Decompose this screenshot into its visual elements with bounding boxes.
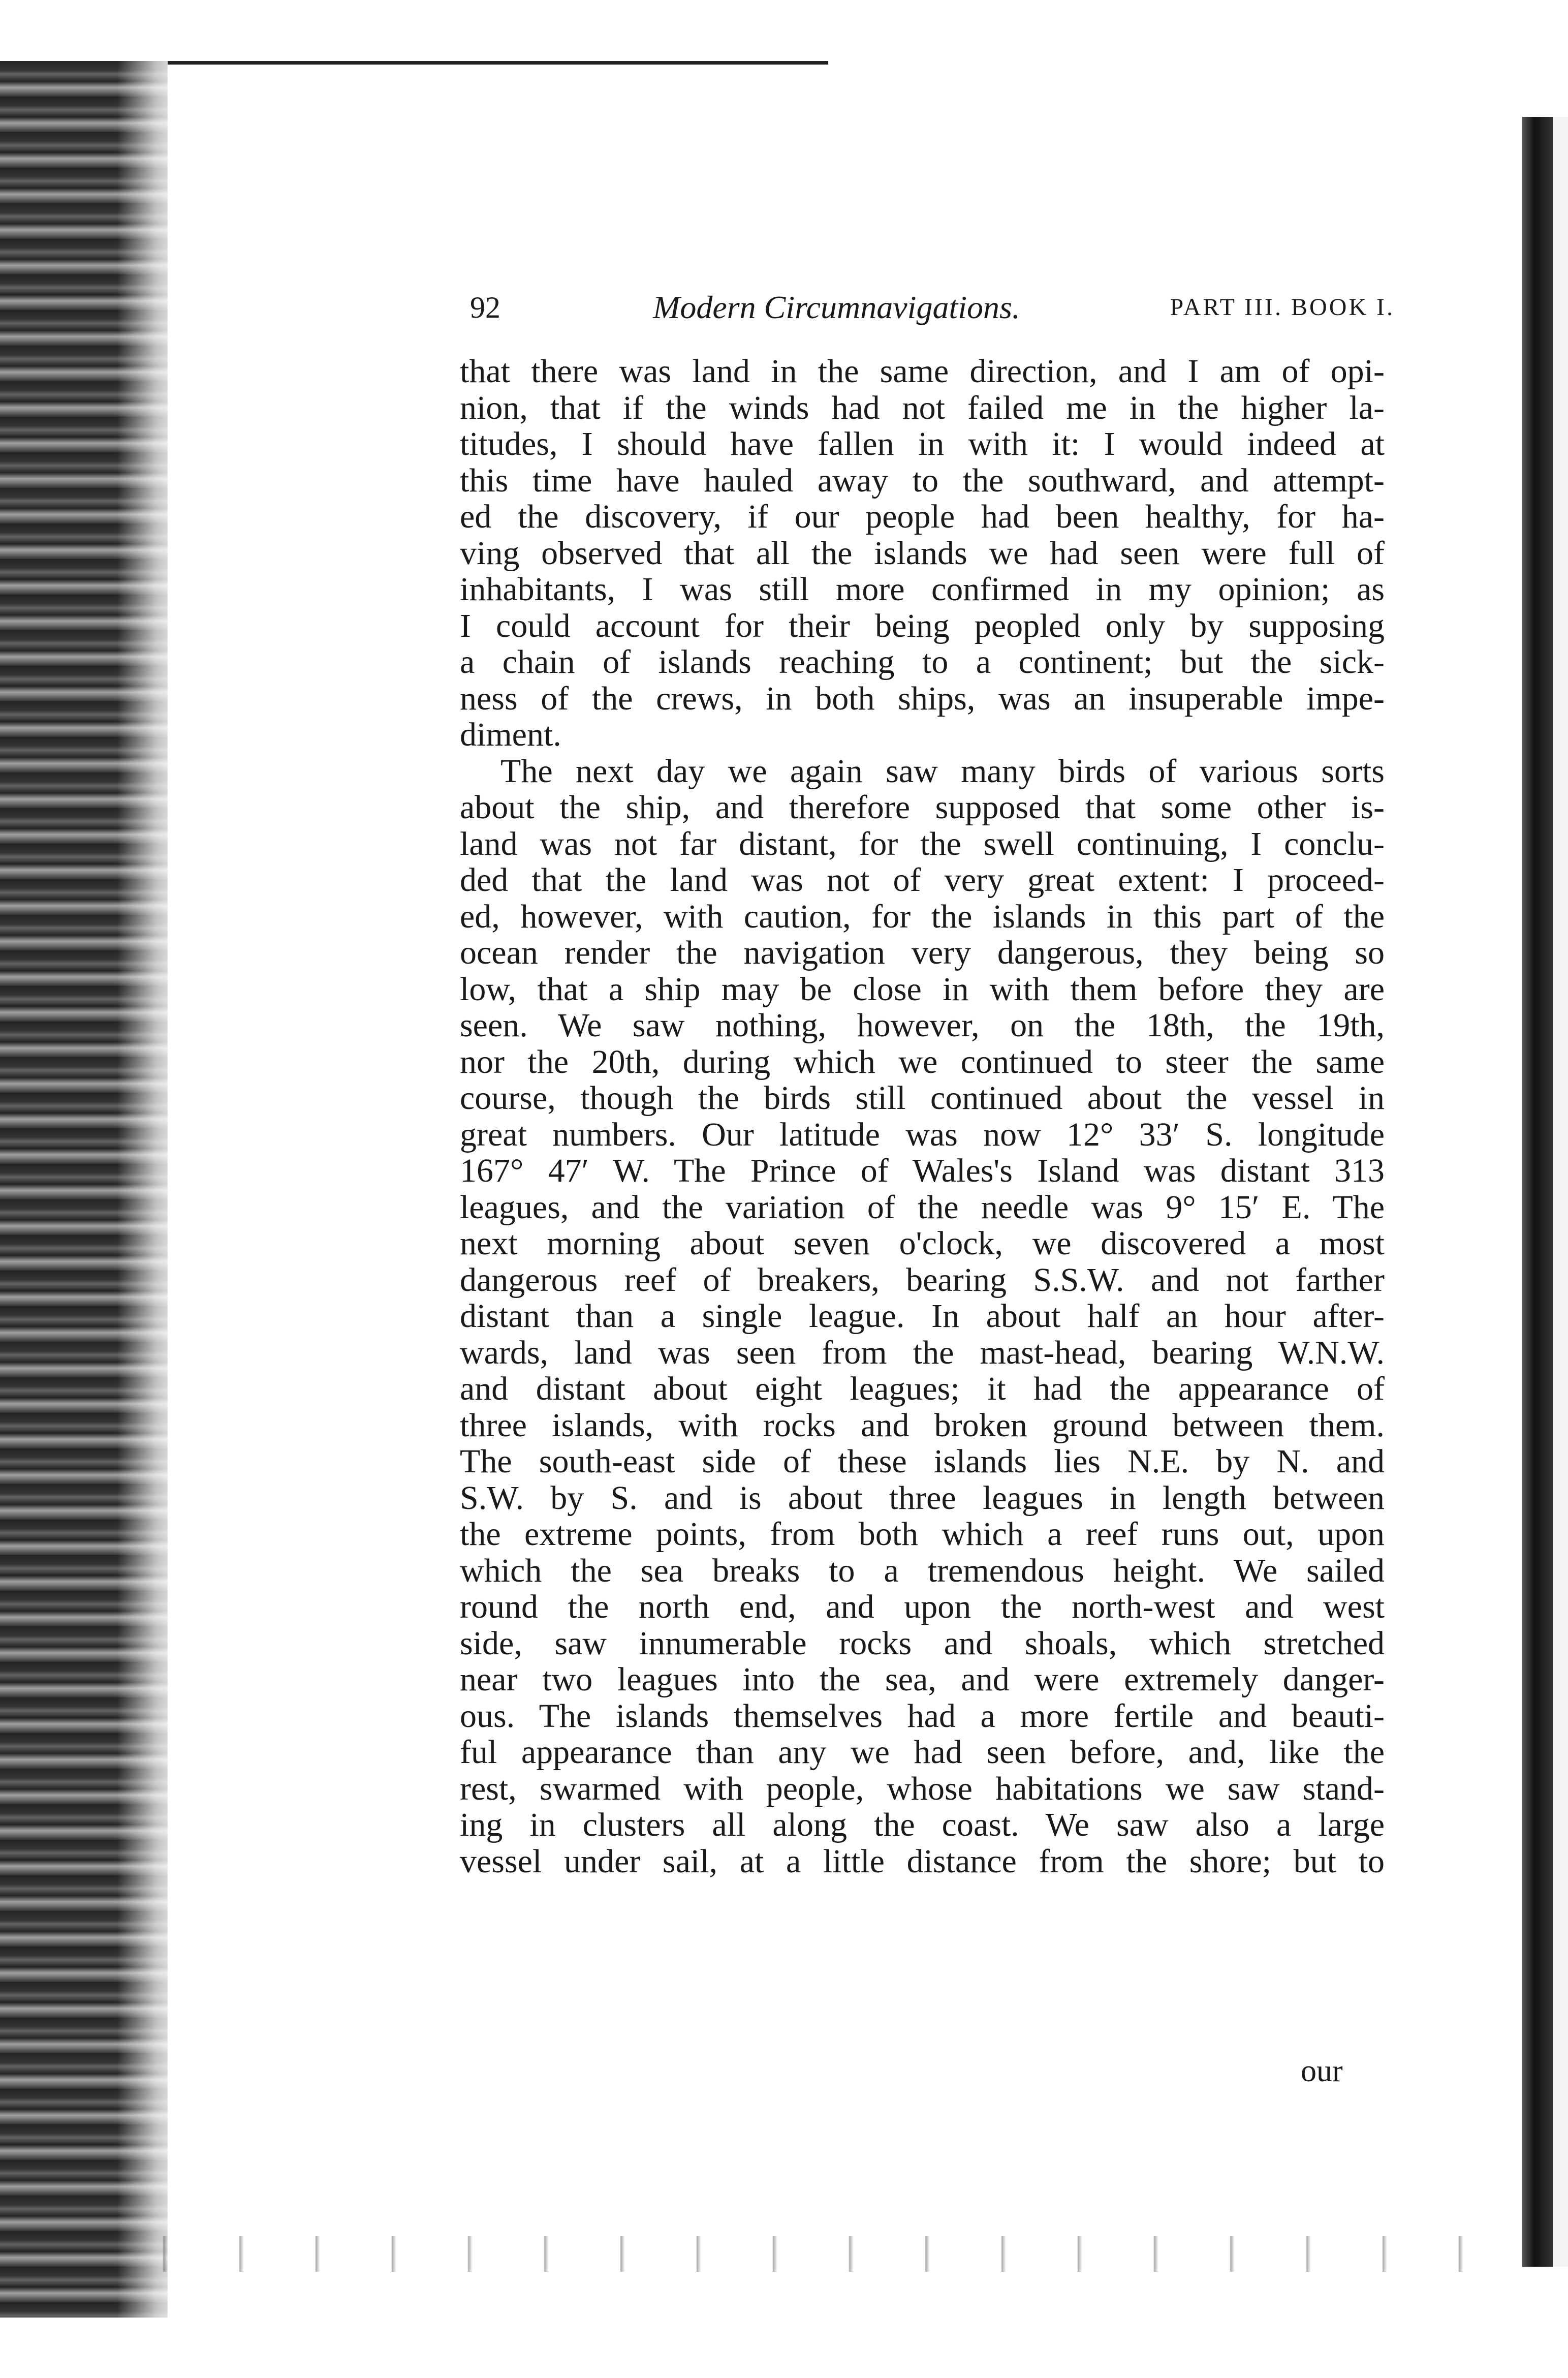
- text-line: this time have hauled away to the southward, and attempt-: [460, 461, 1385, 499]
- text-line: the extreme points, from both which a reef runs out, upon: [460, 1516, 1385, 1553]
- text-line: wards, land was seen from the mast-head, bearing W.N.W.: [460, 1334, 1385, 1371]
- text-line: about the ship, and therefore supposed that some other is-: [460, 789, 1385, 826]
- text-line: ed, however, with caution, for the islands in this part of the: [460, 898, 1385, 935]
- text-line: ocean render the navigation very dangerous, they being so: [460, 934, 1385, 971]
- text-line: land was not far distant, for the swell continuing, I conclu-: [460, 825, 1385, 862]
- scan-right-edge: [1522, 117, 1553, 2267]
- text-line: vessel under sail, at a little distance from the shore; but to: [460, 1842, 1385, 1880]
- text-line: I could account for their being peopled only by supposing: [460, 607, 1385, 644]
- text-line: ving observed that all the islands we had seen were full of: [460, 534, 1385, 572]
- running-head: [470, 285, 1395, 330]
- scan-right-margin: [1553, 117, 1568, 2267]
- part-book-label: PART III. BOOK I.: [1170, 294, 1395, 321]
- text-line: S.W. by S. and is about three leagues in length between: [460, 1479, 1385, 1517]
- text-line: ness of the crews, in both ships, was an insuperable impe-: [460, 680, 1385, 717]
- text-line: ful appearance than any we had seen before, and, like the: [460, 1734, 1385, 1771]
- text-line: low, that a ship may be close in with them before they are: [460, 970, 1385, 1008]
- text-line: inhabitants, I was still more confirmed in my opinion; as: [460, 571, 1385, 608]
- text-line: which the sea breaks to a tremendous height. We sailed: [460, 1552, 1385, 1589]
- text-line: great numbers. Our latitude was now 12° 33′ S. longitude: [460, 1116, 1385, 1153]
- text-line: course, though the birds still continued about the vessel in: [460, 1079, 1385, 1117]
- text-line: leagues, and the variation of the needle was 9° 15′ E. The: [460, 1188, 1385, 1226]
- text-line: near two leagues into the sea, and were extremely danger-: [460, 1661, 1385, 1698]
- text-line: ed the discovery, if our people had been healthy, for ha-: [460, 498, 1385, 535]
- text-line: ded that the land was not of very great extent: I proceed-: [460, 861, 1385, 899]
- text-line: 167° 47′ W. The Prince of Wales's Island was distant 313: [460, 1152, 1385, 1189]
- text-line: side, saw innumerable rocks and shoals, which stretched: [460, 1624, 1385, 1662]
- scan-gutter-fade: [117, 61, 188, 2318]
- text-line: nor the 20th, during which we continued to steer the same: [460, 1043, 1385, 1080]
- text-line: a chain of islands reaching to a continent; but the sick-: [460, 643, 1385, 681]
- text-line: seen. We saw nothing, however, on the 18th, the 19th,: [460, 1007, 1385, 1044]
- text-line: and distant about eight leagues; it had the appearance of: [460, 1370, 1385, 1407]
- text-line: titudes, I should have fallen in with it: I would indeed at: [460, 425, 1385, 462]
- text-line: round the north end, and upon the north-west and west: [460, 1588, 1385, 1625]
- scan-top-edge: [168, 61, 828, 65]
- catchword: our: [1301, 2054, 1343, 2088]
- text-line: three islands, with rocks and broken ground between them.: [460, 1406, 1385, 1444]
- text-line: dangerous reef of breakers, bearing S.S.W. and not farther: [460, 1261, 1385, 1299]
- text-line: ous. The islands themselves had a more fertile and beauti-: [460, 1697, 1385, 1735]
- running-title: Modern Circumnavigations.: [653, 289, 1020, 325]
- text-line: next morning about seven o'clock, we discovered a most: [460, 1225, 1385, 1262]
- paragraph-start-line: The next day we again saw many birds of various sorts: [500, 752, 1385, 790]
- text-line: diment.: [460, 716, 561, 753]
- text-line: ing in clusters all along the coast. We saw also a large: [460, 1806, 1385, 1843]
- text-line: nion, that if the winds had not failed me in the higher la-: [460, 389, 1385, 426]
- body-text: [460, 353, 1385, 1879]
- page-number: 92: [470, 291, 500, 324]
- text-line: that there was land in the same direction, and I am of opi-: [460, 353, 1385, 390]
- scan-bottom-noise: [132, 2236, 1463, 2272]
- text-line: rest, swarmed with people, whose habitations we saw stand-: [460, 1770, 1385, 1807]
- text-line: The south-east side of these islands lies N.E. by N. and: [460, 1443, 1385, 1480]
- text-line: distant than a single league. In about half an hour after-: [460, 1298, 1385, 1335]
